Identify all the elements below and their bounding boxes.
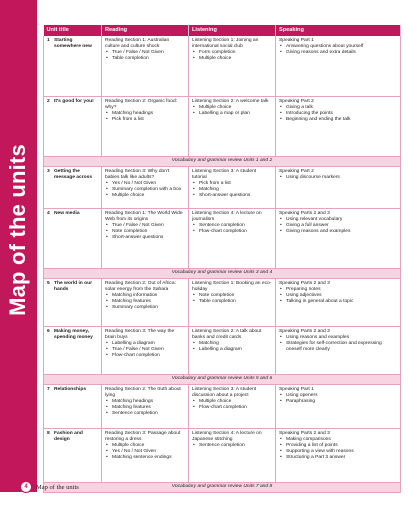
listening-task: • Multiple choice <box>199 56 272 62</box>
speaking-task: • Giving a full answer <box>286 223 397 229</box>
unit-number: 2 <box>47 98 50 104</box>
speaking-cell <box>276 384 401 428</box>
reading-task: • True / False / Not Given <box>112 347 185 353</box>
listening-task-list <box>192 341 272 353</box>
speaking-task: • Using openers <box>286 393 397 399</box>
reading-heading: Reading Section 2: Organic food: why? <box>105 98 178 110</box>
reading-heading: Reading Section 2: The truth about lying <box>105 386 181 398</box>
listening-task: • Labelling a diagram <box>199 347 272 353</box>
header-unit: Unit title <box>44 25 102 36</box>
listening-task: • Pick from a list <box>199 181 272 187</box>
speaking-cell <box>276 36 401 96</box>
reading-task: • Sentence completion <box>112 411 185 417</box>
speaking-task: • Giving reasons and examples <box>286 229 397 235</box>
unit-number: 3 <box>47 168 50 174</box>
review-row <box>44 156 401 166</box>
listening-task: • Flow-chart completion <box>199 405 272 411</box>
unit-number: 7 <box>47 386 50 392</box>
unit-row <box>44 96 401 156</box>
header-listening: Listening <box>189 25 276 36</box>
reading-task-list <box>105 341 185 359</box>
reading-task: • Summary completion with a box <box>112 187 185 193</box>
reading-task: • Matching sentence endings <box>112 455 185 461</box>
speaking-task-list <box>279 437 397 461</box>
unit-row <box>44 278 401 326</box>
review-row <box>44 268 401 278</box>
unit-title-cell <box>44 208 102 268</box>
listening-task-list <box>192 223 272 235</box>
speaking-task: • Structuring a Part 3 answer <box>286 455 397 461</box>
reading-heading: Reading Section 3: Passage about restoring a dress <box>105 430 181 442</box>
reading-task: • Flow-chart completion <box>112 353 185 359</box>
unit-title: It's good for you! <box>54 98 94 104</box>
unit-title-line2: spending money <box>54 334 93 340</box>
reading-task: • Multiple choice <box>112 443 185 449</box>
reading-task: • Labelling a diagram <box>112 341 185 347</box>
speaking-task: • Strategies for self-correction and expressing oneself more clearly <box>286 341 397 353</box>
listening-task: • Sentence completion <box>199 443 272 449</box>
reading-cell <box>102 384 189 428</box>
listening-cell <box>189 166 276 208</box>
listening-task-list <box>192 50 272 62</box>
speaking-heading: Speaking Part 1 <box>279 38 314 43</box>
listening-heading: Listening Section 4: A lecture on Japanese stitching <box>192 430 262 442</box>
unit-title: Starting <box>54 38 73 43</box>
unit-row <box>44 36 401 96</box>
unit-title: New media <box>54 210 80 216</box>
reading-task: • Pick from a list <box>112 117 185 123</box>
speaking-task: • Preparing notes <box>286 287 397 293</box>
speaking-heading: Speaking Parts 2 and 3 <box>279 280 330 286</box>
listening-task: • Matching <box>199 341 272 347</box>
review-label: Vocabulary and grammar review Units 7 and 8 <box>44 482 401 492</box>
review-row <box>44 374 401 384</box>
reading-task-list <box>105 50 185 62</box>
reading-task: • True / False / Not Given <box>112 223 185 229</box>
listening-task: • Table completion <box>199 299 272 305</box>
review-row <box>44 482 401 492</box>
header-reading: Reading <box>102 25 189 36</box>
speaking-task: • Using reasons and examples <box>286 335 397 341</box>
unit-row <box>44 326 401 374</box>
speaking-cell <box>276 278 401 326</box>
unit-title-cell <box>44 166 102 208</box>
speaking-cell <box>276 166 401 208</box>
listening-task-list <box>192 105 272 117</box>
footer-label: Map of the units <box>36 483 79 491</box>
reading-task: • True / False / Not Given <box>112 50 185 56</box>
unit-title-cell <box>44 278 102 326</box>
reading-heading: Reading Section 3: The way the brain buys <box>105 328 175 340</box>
speaking-task-list <box>279 105 397 123</box>
page-number: 4 <box>20 481 32 493</box>
speaking-task-list <box>279 175 397 181</box>
unit-row <box>44 384 401 428</box>
listening-task: • Labelling a map or plan <box>199 111 272 117</box>
speaking-heading: Speaking Parts 2 and 3 <box>279 210 330 216</box>
speaking-task: • Making comparisons <box>286 437 397 443</box>
speaking-cell <box>276 208 401 268</box>
reading-heading: Reading Section 2: Out of Africa: solar energy from the Sahara <box>105 280 176 292</box>
review-label: Vocabulary and grammar review Units 1 and 2 <box>44 156 401 166</box>
unit-title-cell <box>44 36 102 96</box>
reading-cell <box>102 278 189 326</box>
reading-task: • Matching information <box>112 293 185 299</box>
speaking-heading: Speaking Part 2 <box>279 168 314 174</box>
unit-number: 4 <box>47 210 50 216</box>
review-label: Vocabulary and grammar review Units 5 and 6 <box>44 374 401 384</box>
speaking-task-list <box>279 393 397 405</box>
listening-task: • Multiple choice <box>199 399 272 405</box>
reading-task: • Table completion <box>112 56 185 62</box>
speaking-task: • Beginning and ending the talk <box>286 117 397 123</box>
unit-title: Making money, <box>54 328 89 334</box>
unit-title-cell <box>44 384 102 428</box>
listening-cell <box>189 36 276 96</box>
header-speaking: Speaking <box>276 25 401 36</box>
speaking-task: • Providing a list of points <box>286 443 397 449</box>
listening-task-list <box>192 293 272 305</box>
listening-heading: Listening Section 3: A student discussion about a project <box>192 386 257 398</box>
units-table <box>43 25 401 493</box>
unit-title-line2: somewhere new <box>54 44 92 50</box>
reading-cell <box>102 96 189 156</box>
reading-task-list <box>105 399 185 417</box>
listening-task: • Multiple choice <box>199 105 272 111</box>
reading-cell <box>102 208 189 268</box>
speaking-task: • Using adjectives <box>286 293 397 299</box>
unit-title: The world in our <box>54 280 93 286</box>
unit-number: 6 <box>47 328 50 334</box>
listening-cell <box>189 428 276 482</box>
reading-cell <box>102 326 189 374</box>
speaking-heading: Speaking Part 2 <box>279 98 314 104</box>
unit-row <box>44 166 401 208</box>
unit-title-cell <box>44 428 102 482</box>
unit-title-line2: design <box>54 436 70 442</box>
listening-heading: Listening Section 1: Booking an eco-holiday <box>192 280 272 292</box>
unit-title-cell <box>44 326 102 374</box>
listening-task: • Form completion <box>199 50 272 56</box>
speaking-task: • Using discourse markers <box>286 175 397 181</box>
footer <box>20 481 79 493</box>
unit-number: 1 <box>47 38 50 43</box>
listening-heading: Listening Section 1: Joining an international social club <box>192 38 259 50</box>
speaking-heading: Speaking Parts 2 and 3 <box>279 328 330 334</box>
reading-cell <box>102 428 189 482</box>
reading-task: • Yes / No / Not Given <box>112 181 185 187</box>
speaking-task: • Giving a talk <box>286 105 397 111</box>
listening-task-list <box>192 399 272 411</box>
listening-heading: Listening Section 3: A student tutorial <box>192 168 257 180</box>
reading-task-list <box>105 223 185 241</box>
reading-task: • Yes / No / Not Given <box>112 449 185 455</box>
unit-row <box>44 428 401 482</box>
reading-task-list <box>105 111 185 123</box>
unit-title: Fashion and <box>54 430 83 436</box>
reading-task: • Matching features <box>112 299 185 305</box>
unit-title: Relationships <box>54 386 87 392</box>
speaking-cell <box>276 428 401 482</box>
reading-cell <box>102 166 189 208</box>
speaking-task: • Introducing the points <box>286 111 397 117</box>
speaking-cell <box>276 326 401 374</box>
reading-task: • Matching headings <box>112 111 185 117</box>
listening-cell <box>189 208 276 268</box>
reading-task: • Multiple choice <box>112 193 185 199</box>
header-row <box>44 25 401 36</box>
speaking-task: • Answering questions about yourself <box>286 44 397 50</box>
review-label: Vocabulary and grammar review Units 3 and 4 <box>44 268 401 278</box>
listening-heading: Listening Section 2: A welcome talk <box>192 98 269 104</box>
speaking-task-list <box>279 287 397 305</box>
unit-title-cell <box>44 96 102 156</box>
unit-title-line2: hands <box>54 286 69 292</box>
speaking-task: • Supporting a view with reasons <box>286 449 397 455</box>
listening-task: • Sentence completion <box>199 223 272 229</box>
reading-cell <box>102 36 189 96</box>
listening-task: • Short-answer questions <box>199 193 272 199</box>
listening-task: • Note completion <box>199 293 272 299</box>
speaking-task-list <box>279 335 397 353</box>
unit-row <box>44 208 401 268</box>
listening-cell <box>189 326 276 374</box>
listening-heading: Listening Section 4: A lecture on journalism <box>192 210 262 222</box>
speaking-heading: Speaking Parts 2 and 3 <box>279 430 330 436</box>
reading-task-list <box>105 443 185 461</box>
speaking-task-list <box>279 44 397 56</box>
listening-task-list <box>192 181 272 199</box>
unit-title: Getting the <box>54 168 80 174</box>
side-title: Map of the units <box>5 144 31 316</box>
listening-heading: Listening Section 2: A talk about banks and credit cards <box>192 328 262 340</box>
reading-task: • Note completion <box>112 229 185 235</box>
unit-number: 8 <box>47 430 50 436</box>
speaking-task: • Giving reasons and extra details <box>286 50 397 56</box>
speaking-cell <box>276 96 401 156</box>
reading-task-list <box>105 293 185 311</box>
listening-task: • Flow-chart completion <box>199 229 272 235</box>
speaking-task-list <box>279 217 397 235</box>
reading-task: • Summary completion <box>112 305 185 311</box>
speaking-task: • Using relevant vocabulary <box>286 217 397 223</box>
unit-title-line2: message across <box>54 174 93 180</box>
speaking-heading: Speaking Part 1 <box>279 386 314 392</box>
reading-heading: Reading Section 1: The World Wide Web from its origins <box>105 210 183 222</box>
listening-task-list <box>192 443 272 449</box>
listening-cell <box>189 96 276 156</box>
unit-number: 5 <box>47 280 50 286</box>
reading-heading: Reading Section 3: Why don't babies talk like adults? <box>105 168 170 180</box>
listening-task: • Matching <box>199 187 272 193</box>
reading-task-list <box>105 181 185 199</box>
reading-task: • Short-answer questions <box>112 235 185 241</box>
reading-task: • Matching features <box>112 405 185 411</box>
speaking-task: • Paraphrasing <box>286 399 397 405</box>
listening-cell <box>189 278 276 326</box>
speaking-task: • Talking in general about a topic <box>286 299 397 305</box>
listening-cell <box>189 384 276 428</box>
reading-heading: Reading Section 1: Australian culture and culture shock <box>105 38 170 50</box>
reading-task: • Matching headings <box>112 399 185 405</box>
